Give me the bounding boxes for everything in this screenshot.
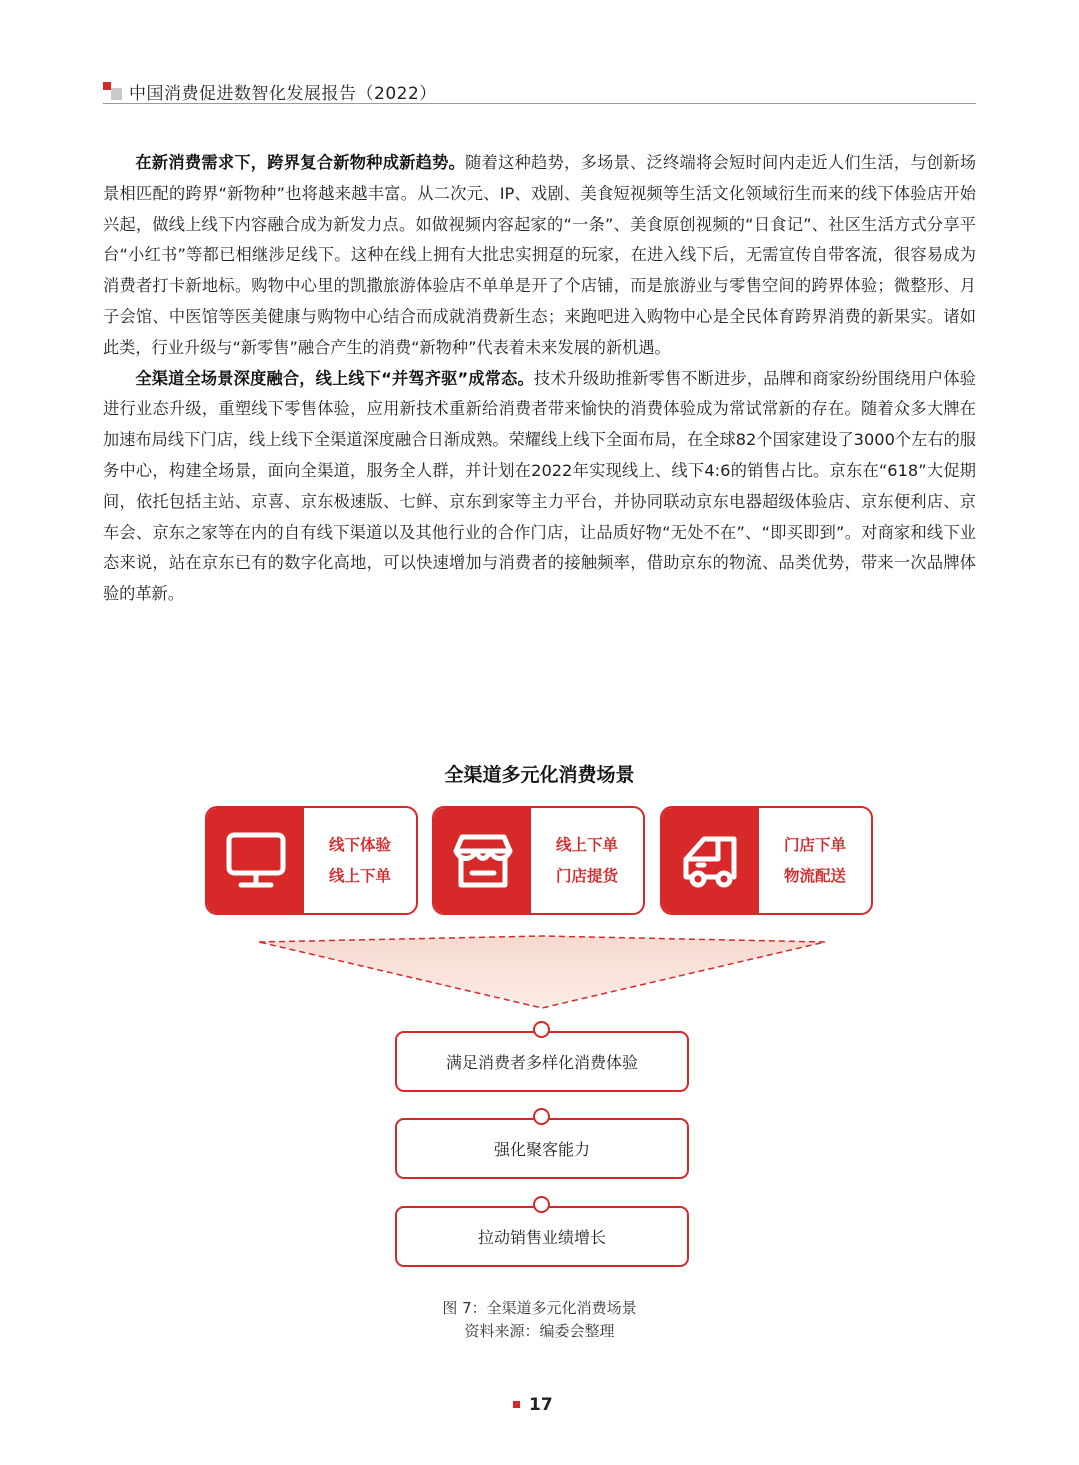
connector-knob-2	[533, 1108, 550, 1125]
outcome-box-3	[395, 1206, 689, 1267]
scenario-card-1-line1: 线下体验	[328, 835, 391, 854]
connector-knob-3	[533, 1196, 550, 1213]
body-text	[103, 148, 976, 610]
running-header	[103, 78, 976, 104]
scenario-card-3-text	[759, 808, 871, 913]
scenario-card-1-line2: 线上下单	[328, 866, 391, 885]
outcome-1-label: 满足消费者多样化消费体验	[445, 1053, 638, 1072]
scenario-card-1	[205, 806, 418, 915]
paragraph-1-text: 随着这种趋势，多场景、泛终端将会短时间内走近人们生活，与创新场景相匹配的跨界“新物种”也将越来越丰富。从二次元、IP、戏剧、美食短视频等生活文化领域衍生而来的线下体验店开始兴起，做线上线下内容融合成为新发力点。如做视频内容起家的“一条”、美食原创视频的“日食记”、社区生活方式分享平台“小红书”等都已相继涉足线下。这种在线上拥有大批忠实拥趸的玩家，在进入线下后，无需宣传自带客流，很容易成为消费者打卡新地标。购物中心里的凯撒旅游体验店不单单是开了个店铺，而是旅游业与零售空间的跨界体验；微整形、月子会馆、中医馆等医美健康与购物中心结合而成就消费新生态；来跑吧进入购物中心是全民体育跨界消费的新果实。诸如此类，行业升级与“新零售”融合产生的消费“新物种”代表着未来发展的新机遇。	[103, 153, 977, 357]
outcome-box-1	[395, 1031, 689, 1092]
scenario-card-3	[660, 806, 873, 915]
delivery-truck-icon	[662, 808, 759, 913]
page-number-text: 17	[529, 1395, 553, 1415]
paragraph-1	[103, 148, 976, 364]
outcome-3-label: 拉动销售业绩增长	[477, 1228, 606, 1247]
paragraph-2	[103, 364, 976, 610]
scenario-card-2-line1: 线上下单	[555, 835, 618, 854]
scenario-card-2	[432, 806, 645, 915]
monitor-icon	[207, 808, 304, 913]
scenario-card-1-text	[304, 808, 416, 913]
header-red-mark	[103, 82, 111, 90]
scenario-card-3-line2: 物流配送	[783, 866, 846, 885]
header-gray-mark	[111, 88, 122, 100]
page-number-mark	[513, 1401, 520, 1408]
figure-title: 全渠道多元化消费场景	[444, 764, 635, 786]
paragraph-2-text: 技术升级助推新零售不断进步，品牌和商家纷纷围绕用户体验进行业态升级，重塑线下零售体验，应用新技术重新给消费者带来愉快的消费体验成为常试常新的存在。随着众多大牌在加速布局线下门店，线上线下全渠道深度融合日渐成熟。荣耀线上线下全面布局，在全球82个国家建设了3000个左右的服务中心，构建全场景，面向全渠道，服务全人群，并计划在2022年实现线上、线下4:6的销售占比。京东在“618”大促期间，依托包括主站、京喜、京东极速版、七鲜、京东到家等主力平台，并协同联动京东电器超级体验店、京东便利店、京车会、京东之家等在内的自有线下渠道以及其他行业的合作门店，让品质好物“无处不在”、“即买即到”。对商家和线下业态来说，站在京东已有的数字化高地，可以快速增加与消费者的接触频率，借助京东的物流、品类优势，带来一次品牌体验的革新。	[103, 368, 976, 604]
scenario-card-3-line1: 门店下单	[783, 835, 846, 854]
paragraph-2-lead: 全渠道全场景深度融合，线上线下“并驾齐驱”成常态。	[135, 368, 534, 388]
scenario-card-2-line2: 门店提货	[555, 866, 618, 885]
figure-caption: 图 7：全渠道多元化消费场景	[442, 1299, 637, 1317]
funnel-arrow	[255, 932, 829, 1012]
connector-knob-1	[533, 1021, 550, 1038]
outcome-2-label: 强化聚客能力	[493, 1140, 590, 1159]
paragraph-1-lead: 在新消费需求下，跨界复合新物种成新趋势。	[135, 153, 466, 172]
report-title: 中国消费促进数智化发展报告（2022）	[129, 84, 437, 104]
storefront-icon	[434, 808, 531, 913]
scenario-card-2-text	[531, 808, 643, 913]
figure-source: 资料来源：编委会整理	[464, 1322, 615, 1340]
page-number	[512, 1395, 572, 1425]
outcome-box-2	[395, 1118, 689, 1179]
